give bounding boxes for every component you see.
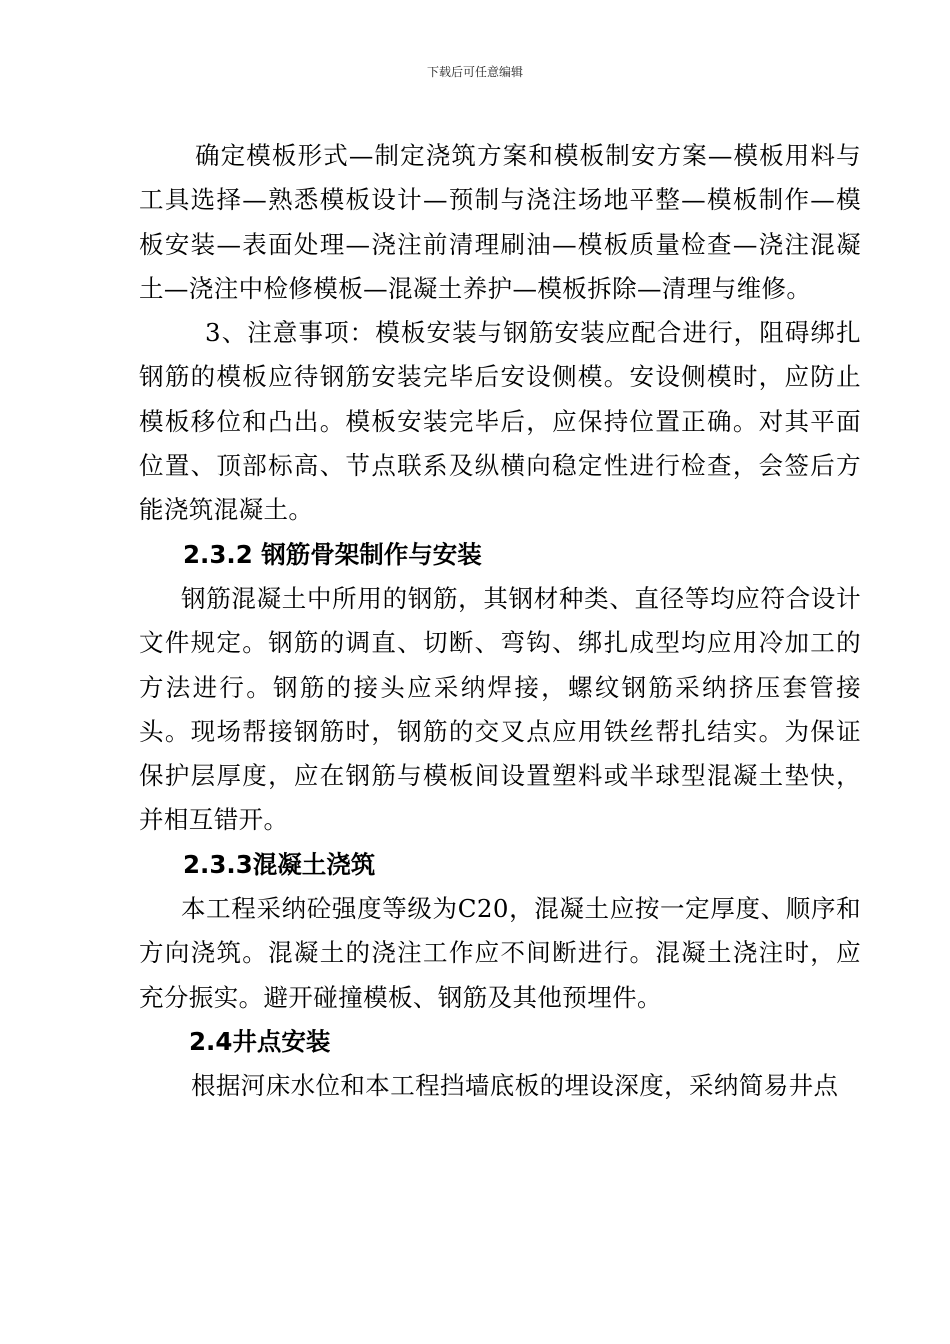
section-heading-wellpoint: 2.4井点安装 xyxy=(189,1026,331,1056)
document-body xyxy=(139,134,861,1109)
section-heading-concrete: 2.3.3混凝土浇筑 xyxy=(183,849,376,879)
page-header: 下载后可任意编辑 xyxy=(426,65,523,79)
paragraph-concrete: 本工程采纳砼强度等级为C20，混凝土应按一定厚度、顺序和方向浇筑。混凝土的浇注工作应不间断进行。混凝土浇注时，应充分振实。避开碰撞模板、钢筋及其他预埋件。 xyxy=(139,894,861,1012)
paragraph-notes: 3、注意事项：模板安装与钢筋安装应配合进行，阻碍绑扎钢筋的模板应待钢筋安装完毕后安设侧模。安设侧模时，应防止模板移位和凸出。模板安装完毕后，应保持位置正确。对其平面位置、顶部标高、节点联系及纵横向稳定性进行检查，会签后方能浇筑混凝土。 xyxy=(139,318,861,525)
section-heading-rebar: 2.3.2 钢筋骨架制作与安装 xyxy=(183,539,482,569)
paragraph-procedure: 确定模板形式—制定浇筑方案和模板制安方案—模板用料与工具选择—熟悉模板设计—预制与浇注场地平整—模板制作—模板安装—表面处理—浇注前清理刷油—模板质量检查—浇注混凝土—浇注中检修模板—混凝土养护—模板拆除—清理与维修。 xyxy=(139,141,861,303)
paragraph-wellpoint: 根据河床水位和本工程挡墙底板的埋设深度，采纳简易井点 xyxy=(191,1071,839,1101)
paragraph-rebar: 钢筋混凝土中所用的钢筋，其钢材种类、直径等均应符合设计文件规定。钢筋的调直、切断、弯钩、绑扎成型均应用冷加工的方法进行。钢筋的接头应采纳焊接，螺纹钢筋采纳挤压套管接头。现场帮接钢筋时，钢筋的交叉点应用铁丝帮扎结实。为保证保护层厚度，应在钢筋与模板间设置塑料或半球型混凝土垫快，并相互错开。 xyxy=(139,583,861,835)
